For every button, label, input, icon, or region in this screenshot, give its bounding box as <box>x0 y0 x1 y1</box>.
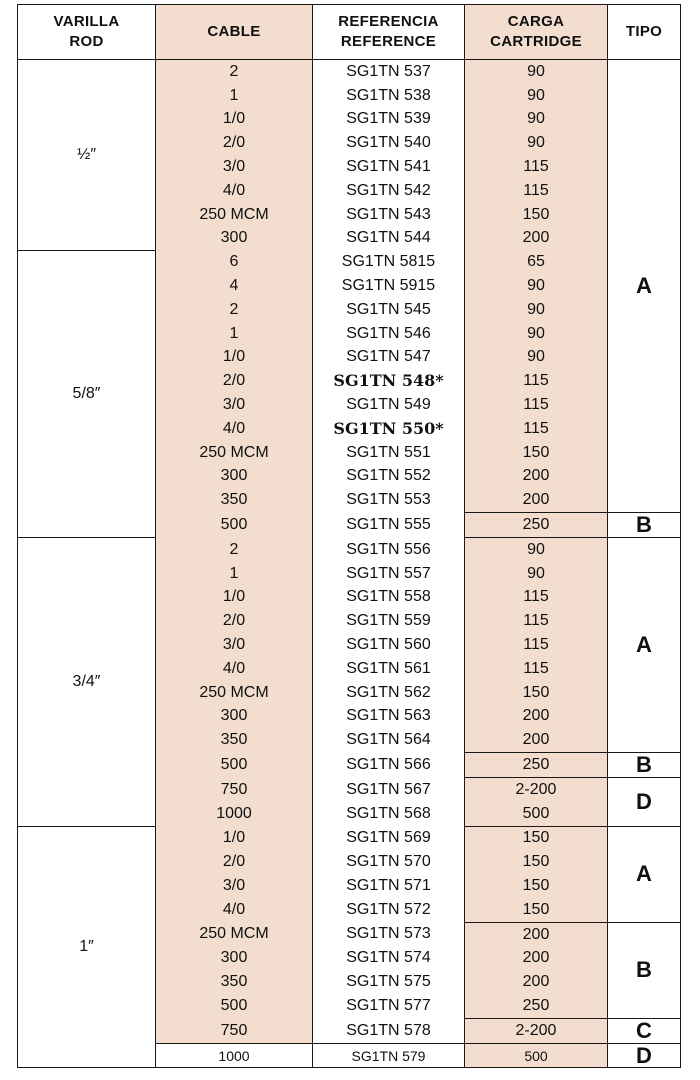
cartridge-cell: 115 <box>465 586 608 610</box>
cartridge-cell: 115 <box>465 369 608 393</box>
cable-cell: 3/0 <box>156 393 313 417</box>
cartridge-cell: 115 <box>465 657 608 681</box>
reference-cell: SG1TN 547 <box>313 346 465 370</box>
cartridge-cell: 90 <box>465 537 608 561</box>
header-row <box>18 5 681 60</box>
cable-cell: 2/0 <box>156 369 313 393</box>
cable-cell: 250 MCM <box>156 441 313 465</box>
cable-cell: 1 <box>156 562 313 586</box>
reference-cell: SG1TN 558 <box>313 586 465 610</box>
reference-cell: SG1TN 544 <box>313 227 465 251</box>
reference-cell: SG1TN 573 <box>313 922 465 946</box>
reference-cell: SG1TN 574 <box>313 946 465 970</box>
cartridge-cell: 90 <box>465 322 608 346</box>
cartridge-cell: 150 <box>465 681 608 705</box>
cartridge-cell: 90 <box>465 60 608 84</box>
cable-cell: 4/0 <box>156 657 313 681</box>
reference-cell: SG1TN 575 <box>313 970 465 994</box>
cable-cell: 2/0 <box>156 131 313 155</box>
reference-cell-bold: SG1TN 550* <box>313 417 465 441</box>
table-row <box>18 60 681 84</box>
cable-cell: 1 <box>156 84 313 108</box>
rod-cell: ½″ <box>18 60 156 251</box>
cartridge-cell: 90 <box>465 274 608 298</box>
cable-cell: 2/0 <box>156 609 313 633</box>
reference-cell: SG1TN 538 <box>313 84 465 108</box>
tipo-cell: A <box>608 60 681 513</box>
cartridge-cell: 200 <box>465 227 608 251</box>
cartridge-cell: 200 <box>465 465 608 489</box>
cartridge-cell: 150 <box>465 203 608 227</box>
reference-cell: SG1TN 564 <box>313 728 465 752</box>
cable-cell: 4/0 <box>156 417 313 441</box>
reference-cell: SG1TN 556 <box>313 537 465 561</box>
cartridge-cell: 90 <box>465 108 608 132</box>
product-table <box>17 4 681 1068</box>
reference-cell: SG1TN 571 <box>313 874 465 898</box>
tipo-cell: D <box>608 1043 681 1068</box>
cable-cell: 250 MCM <box>156 203 313 227</box>
cable-cell: 350 <box>156 728 313 752</box>
cartridge-cell: 150 <box>465 898 608 922</box>
cable-cell: 4/0 <box>156 179 313 203</box>
cable-cell: 1/0 <box>156 108 313 132</box>
cable-cell: 350 <box>156 970 313 994</box>
cartridge-cell: 150 <box>465 826 608 850</box>
cable-cell: 500 <box>156 753 313 778</box>
reference-cell: SG1TN 539 <box>313 108 465 132</box>
tipo-cell: A <box>608 537 681 752</box>
cable-cell: 500 <box>156 994 313 1018</box>
tipo-cell: B <box>608 753 681 778</box>
header-rod: VARILLA ROD <box>18 5 156 60</box>
cable-cell: 2 <box>156 537 313 561</box>
cartridge-cell: 200 <box>465 705 608 729</box>
cable-cell: 1 <box>156 322 313 346</box>
cartridge-cell: 65 <box>465 250 608 274</box>
reference-cell: SG1TN 542 <box>313 179 465 203</box>
reference-cell: SG1TN 546 <box>313 322 465 346</box>
cartridge-cell: 200 <box>465 728 608 752</box>
cartridge-cell: 90 <box>465 131 608 155</box>
cartridge-cell: 200 <box>465 946 608 970</box>
rod-cell: 5/8″ <box>18 250 156 537</box>
table-row <box>18 250 681 274</box>
cable-cell: 300 <box>156 465 313 489</box>
cartridge-cell: 90 <box>465 84 608 108</box>
tipo-cell: A <box>608 826 681 922</box>
table-row <box>18 826 681 850</box>
reference-cell: SG1TN 553 <box>313 488 465 512</box>
reference-cell: SG1TN 5815 <box>313 250 465 274</box>
tipo-cell: C <box>608 1018 681 1043</box>
cartridge-cell: 90 <box>465 562 608 586</box>
cartridge-cell: 200 <box>465 488 608 512</box>
cartridge-cell: 500 <box>465 802 608 826</box>
reference-cell: SG1TN 541 <box>313 155 465 179</box>
cable-cell: 1/0 <box>156 586 313 610</box>
header-tipo: TIPO <box>608 5 681 60</box>
reference-cell: SG1TN 566 <box>313 753 465 778</box>
cartridge-cell: 90 <box>465 298 608 322</box>
reference-cell: SG1TN 568 <box>313 802 465 826</box>
cartridge-cell: 200 <box>465 922 608 946</box>
reference-cell: SG1TN 543 <box>313 203 465 227</box>
cartridge-cell: 150 <box>465 850 608 874</box>
cartridge-cell: 115 <box>465 155 608 179</box>
tipo-cell: B <box>608 922 681 1018</box>
reference-cell: SG1TN 577 <box>313 994 465 1018</box>
header-reference: REFERENCIA REFERENCE <box>313 5 465 60</box>
cartridge-cell: 250 <box>465 753 608 778</box>
cable-cell: 3/0 <box>156 633 313 657</box>
cartridge-cell: 150 <box>465 874 608 898</box>
cartridge-cell: 2-200 <box>465 777 608 801</box>
reference-cell-bold: SG1TN 548* <box>313 369 465 393</box>
reference-cell: SG1TN 569 <box>313 826 465 850</box>
cable-cell: 300 <box>156 227 313 251</box>
reference-cell: SG1TN 570 <box>313 850 465 874</box>
cartridge-cell: 2-200 <box>465 1018 608 1043</box>
cable-cell: 500 <box>156 513 313 538</box>
cable-cell: 3/0 <box>156 155 313 179</box>
rod-cell: 3/4″ <box>18 537 156 826</box>
tipo-cell: B <box>608 513 681 538</box>
reference-cell: SG1TN 545 <box>313 298 465 322</box>
reference-cell: SG1TN 551 <box>313 441 465 465</box>
cartridge-cell: 115 <box>465 393 608 417</box>
cartridge-cell: 250 <box>465 994 608 1018</box>
reference-cell: SG1TN 549 <box>313 393 465 417</box>
cartridge-cell: 200 <box>465 970 608 994</box>
cable-cell: 2 <box>156 60 313 84</box>
cable-cell: 4/0 <box>156 898 313 922</box>
cable-cell: 4 <box>156 274 313 298</box>
header-cartridge: CARGA CARTRIDGE <box>465 5 608 60</box>
cartridge-cell: 90 <box>465 346 608 370</box>
reference-cell: SG1TN 561 <box>313 657 465 681</box>
cable-cell: 250 MCM <box>156 681 313 705</box>
reference-cell: SG1TN 557 <box>313 562 465 586</box>
cable-cell: 2 <box>156 298 313 322</box>
reference-cell: SG1TN 562 <box>313 681 465 705</box>
cartridge-cell: 115 <box>465 179 608 203</box>
tipo-cell: D <box>608 777 681 826</box>
cable-cell: 750 <box>156 1018 313 1043</box>
cartridge-cell: 150 <box>465 441 608 465</box>
cartridge-cell: 500 <box>465 1043 608 1068</box>
reference-cell: SG1TN 540 <box>313 131 465 155</box>
reference-cell: SG1TN 579 <box>313 1043 465 1068</box>
reference-cell: SG1TN 567 <box>313 777 465 801</box>
cable-cell: 1000 <box>156 802 313 826</box>
reference-cell: SG1TN 537 <box>313 60 465 84</box>
cable-cell: 3/0 <box>156 874 313 898</box>
cable-cell: 300 <box>156 705 313 729</box>
cable-cell: 1/0 <box>156 826 313 850</box>
rod-cell: 1″ <box>18 826 156 1068</box>
cartridge-cell: 115 <box>465 633 608 657</box>
reference-cell: SG1TN 555 <box>313 513 465 538</box>
cartridge-cell: 115 <box>465 609 608 633</box>
reference-cell: SG1TN 560 <box>313 633 465 657</box>
cartridge-cell: 250 <box>465 513 608 538</box>
reference-cell: SG1TN 563 <box>313 705 465 729</box>
reference-cell: SG1TN 578 <box>313 1018 465 1043</box>
header-cable: CABLE <box>156 5 313 60</box>
cable-cell: 750 <box>156 777 313 801</box>
cable-cell: 2/0 <box>156 850 313 874</box>
reference-cell: SG1TN 572 <box>313 898 465 922</box>
cable-cell: 1/0 <box>156 346 313 370</box>
cable-cell: 350 <box>156 488 313 512</box>
cable-cell: 1000 <box>156 1043 313 1068</box>
reference-cell: SG1TN 5915 <box>313 274 465 298</box>
table-row <box>18 537 681 561</box>
cable-cell: 6 <box>156 250 313 274</box>
reference-cell: SG1TN 552 <box>313 465 465 489</box>
cartridge-cell: 115 <box>465 417 608 441</box>
cable-cell: 300 <box>156 946 313 970</box>
cable-cell: 250 MCM <box>156 922 313 946</box>
reference-cell: SG1TN 559 <box>313 609 465 633</box>
